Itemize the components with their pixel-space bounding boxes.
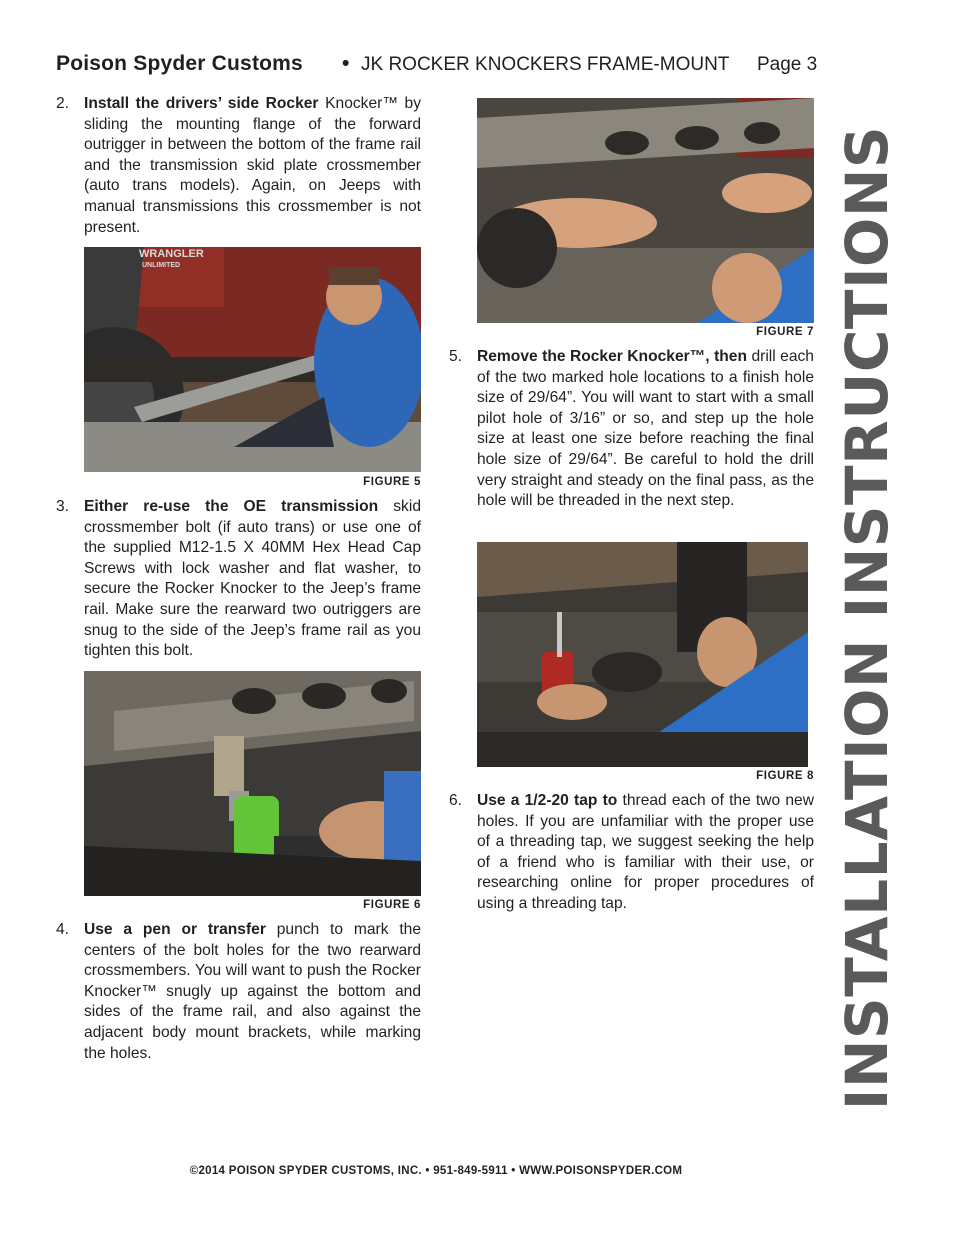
step-body: thread each of the two new holes. If you are unfamiliar with the proper use of a threading tap, we suggest seeking the help of a friend who is familiar with their use, or researching online for proper procedures of using a threading tap. [477, 792, 814, 912]
step-5 [449, 347, 814, 537]
step-number: 2. [56, 95, 70, 112]
step-text [84, 920, 421, 1064]
document-title: JK ROCKER KNOCKERS FRAME-MOUNT [361, 54, 730, 75]
figure-7-caption: FIGURE 7 [756, 326, 814, 338]
step-lead: Use a 1/2-20 tap to [477, 792, 618, 809]
step-text [477, 347, 814, 512]
side-title: INSTALLATION INSTRUCTIONS [833, 125, 901, 1111]
step-body: skid crossmember bolt (if auto trans) or use one of the supplied M12-1.5 X 40MM Hex Head Cap Screws with lock washer and flat washer, to secure the Rocker Knocker to the Jeep’s frame rail. Make sure the rearward two outriggers are snug to the side of the Jeep’s frame rail as you tighten this bolt. [84, 498, 421, 660]
step-body: punch to mark the centers of the bolt holes for the two rearward crossmembers. You will want to push the Rocker Knocker™ snugly up against the bottom and sides of the frame rail, and also against the adjacent body mount brackets, while marking the holes. [84, 921, 421, 1062]
step-number: 6. [449, 792, 463, 809]
figure-7-photo [477, 98, 814, 323]
step-text [84, 94, 421, 238]
step-3 [56, 497, 421, 667]
figure-8-photo [477, 542, 808, 767]
step-number: 4. [56, 921, 70, 938]
step-text [477, 791, 814, 915]
step-4 [56, 920, 421, 1070]
step-6 [449, 791, 814, 921]
step-number: 3. [56, 498, 70, 515]
step-body: drill each of the two marked hole locations to a finish hole size of 29/64”. You will want to start with a small pilot hole of 3/16” or so, and step up the hole size at least one size before reaching the final hole size of 29/64”. Be careful to hold the drill very straight and steady on the final pass, as the hole will be threaded in the next step. [477, 348, 814, 510]
step-lead: Use a pen or transfer [84, 921, 266, 938]
step-number: 5. [449, 348, 463, 365]
figure-5-caption: FIGURE 5 [363, 476, 421, 488]
badge-unlimited: UNLIMITED [142, 262, 181, 269]
page-header [56, 52, 816, 80]
page-footer: ©2014 POISON SPYDER CUSTOMS, INC. • 951-849-5911 • WWW.POISONSPYDER.COM [189, 1165, 683, 1177]
step-lead: Remove the Rocker Knocker™, then [477, 348, 747, 365]
header-bullet: • [342, 52, 350, 75]
figure-8-caption: FIGURE 8 [756, 770, 814, 782]
step-lead: Install the drivers’ side Rocker [84, 95, 319, 112]
page-number: Page 3 [757, 54, 818, 75]
figure-5-photo [84, 247, 421, 472]
step-text [84, 497, 421, 662]
step-body: Knocker™ by sliding the mounting flange of the forward outrigger in between the bottom of the frame rail and the transmission skid plate crossmember (auto trans models). Again, on Jeeps with manual transmissions this crossmember is not present. [84, 95, 422, 236]
step-lead: Either re-use the OE transmission [84, 498, 379, 515]
figure-6-caption: FIGURE 6 [363, 899, 421, 911]
figure-6-photo [84, 671, 421, 896]
step-2 [56, 94, 421, 244]
brand-name: Poison Spyder Customs [56, 52, 303, 75]
badge-wrangler: WRANGLER [139, 248, 204, 260]
